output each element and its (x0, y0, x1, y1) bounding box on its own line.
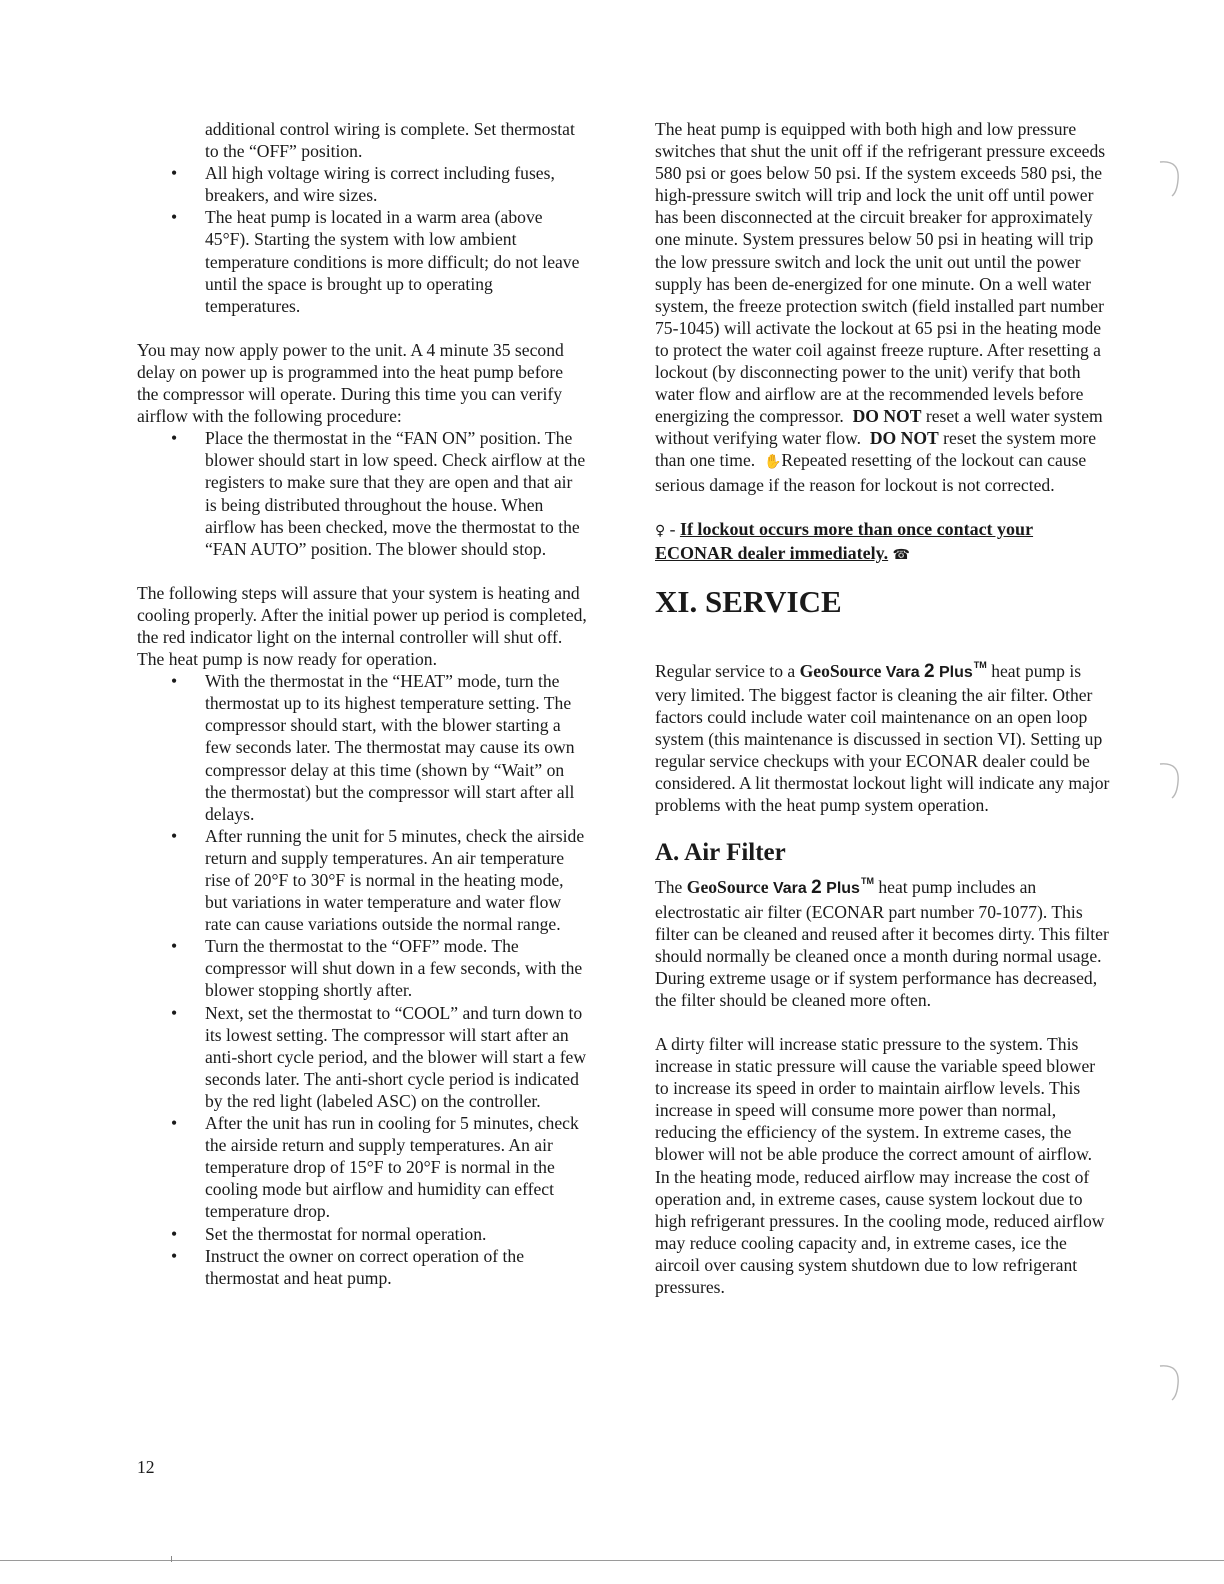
bullet: • (171, 207, 178, 228)
bullet: • (171, 1245, 178, 1266)
hand-icon: ✋ (763, 454, 782, 471)
bullet: • (171, 825, 178, 846)
list-item: • With the thermostat in the “HEAT” mode, turn the thermostat up to its highest temperature setting. The compressor should start, with the blower starting a few seconds later. The thermostat may cause its own compressor delay at this time (shown by “Wait” on the thermostat) but the compressor will start after all delays. (171, 671, 575, 824)
checklist (137, 162, 587, 317)
list-item: • Set the thermostat for normal operation. (171, 1223, 487, 1244)
phone-icon: ☎ (892, 546, 910, 563)
power-paragraph: You may now apply power to the unit. A 4 minute 35 second delay on power up is programmed into the heat pump before the compressor will operate. During this time you can verify airflow with the following procedure: (137, 339, 564, 427)
filter-paragraph: The GeoSource Vara 2 Plus™ heat pump includes an electrostatic air filter (ECONAR part number 70-1077). This filter can be cleaned and reused after it becomes dirty. This filter should normally be cleaned once a month during normal usage. During extreme usage or if system performance has decreased, the filter should be cleaned more often. (655, 876, 1109, 1010)
bullet: • (171, 671, 178, 692)
brand-plus: Plus (826, 880, 860, 898)
bullet: • (171, 428, 178, 449)
binder-hole-mark (1158, 1362, 1184, 1402)
brand-vara: Vara (885, 663, 920, 681)
list-item: • After running the unit for 5 minutes, check the airside return and supply temperatures. An air temperature rise of 20°F to 30°F is normal in the heating mode, but variations in water temperature and water flow rate can cause variations outside the normal range. (171, 825, 585, 935)
bullet: • (171, 1113, 178, 1134)
bullet: • (171, 1002, 178, 1023)
left-column (137, 118, 587, 1289)
right-column (655, 118, 1110, 1298)
airflow-steps (137, 427, 587, 560)
operation-steps (137, 670, 587, 1289)
bullet: • (171, 163, 178, 184)
brand-vara: Vara (772, 880, 807, 898)
list-item: • All high voltage wiring is correct including fuses, breakers, and wire sizes. (171, 163, 555, 206)
do-not-emphasis: DO NOT (869, 428, 939, 449)
pressure-paragraph: The heat pump is equipped with both high and low pressure switches that shut the unit off if the refrigerant pressure exceeds 580 psi or goes below 50 psi. If the system exceeds 580 psi, the high-pressure switch will trip and lock the unit off until power has been disconnected at the circuit breaker for approximately one minute. System pressures below 50 psi in heating will trip the low pressure switch and lock the unit out until the power supply has been de-energized for one minute. On a well water system, the freeze protection switch (field installed part number 75-1045) will activate the lockout at 65 psi in the heating mode to protect the water coil against freeze rupture. After resetting a lockout (by disconnecting power to the unit) verify that both water flow and airflow are at the recommended levels before energizing the compressor. DO NOT reset a well water system without verifying water flow. DO NOT reset the system more than one time. ✋Repeated resetting of the lockout can cause serious damage if the reason for lockout is not corrected. (655, 119, 1106, 495)
warning-text: If lockout occurs more than once contact your ECONAR dealer immediately. (655, 518, 1034, 563)
list-item: • Place the thermostat in the “FAN ON” position. The blower should start in low speed. Check airflow at the registers to make sure that they are open and that air is being distributed throughout the house. When airflow has been checked, move the thermostat to the “FAN AUTO” position. The blower should stop. (171, 428, 586, 559)
steps-paragraph: The following steps will assure that your system is heating and cooling properly. After the initial power up period is completed, the red indicator light on the internal controller will shut off. The heat pump is now ready for operation. (137, 582, 587, 670)
brand-geosource: GeoSource (799, 660, 882, 681)
binder-hole-mark (1158, 158, 1184, 198)
air-filter-heading: A. Air Filter (655, 839, 786, 867)
binder-hole-mark (1158, 760, 1184, 800)
person-warning-icon: ♀ (655, 522, 666, 539)
trademark: TM (860, 876, 874, 887)
scan-edge-line (0, 1560, 1224, 1561)
trademark: TM (973, 659, 987, 670)
brand-plus: Plus (939, 663, 973, 681)
brand-2: 2 (811, 877, 822, 899)
dirty-filter-paragraph: A dirty filter will increase static pressure to the system. This increase in static pressure will cause the variable speed blower to increase its speed in order to maintain airflow levels. This increase in speed will consume more power than normal, reducing the efficiency of the system. In extreme cases, the blower will not be able produce the correct amount of airflow. In the heating mode, reduced airflow may increase the cost of operation and, in extreme cases, cause system lockout due to high refrigerant pressures. In the cooling mode, reduced airflow may reduce cooling capacity and, in extreme cases, ice the aircoil over causing system shutdown due to low refrigerant pressures. (655, 1034, 1105, 1298)
list-item: • The heat pump is located in a warm area (above 45°F). Starting the system with low ambient temperature conditions is more difficult; do not leave until the space is brought up to operating temperatures. (171, 207, 580, 316)
bullet: • (171, 1223, 178, 1244)
list-item: • After the unit has run in cooling for 5 minutes, check the airside return and supply temperatures. An air temperature drop of 15°F to 20°F is normal in the cooling mode but airflow and humidity can effect temperature drop. (171, 1113, 579, 1222)
scan-edge-tick (171, 1556, 172, 1562)
bullet: • (171, 936, 178, 957)
list-item: • Instruct the owner on correct operation of the thermostat and heat pump. (171, 1245, 525, 1288)
do-not-emphasis: DO NOT (852, 406, 922, 427)
service-paragraph: Regular service to a GeoSource Vara 2 Plus™ heat pump is very limited. The biggest factor is cleaning the air filter. Other factors could include water coil maintenance on an open loop system (this maintenance is discussed in section VI). Setting up regular service checkups with your ECONAR dealer could be considered. A lit thermostat lockout light will indicate any major problems with the heat pump system operation. (655, 659, 1110, 816)
page-number: 12 (137, 1457, 155, 1477)
lockout-warning: ♀ - If lockout occurs more than once contact your ECONAR dealer immediately. ☎ (655, 518, 1034, 563)
list-item: • Next, set the thermostat to “COOL” and turn down to its lowest setting. The compressor will start after an anti-short cycle period, and the blower will start a few seconds later. The anti-short cycle period is indicated by the red light (labeled ASC) on the controller. (171, 1002, 587, 1111)
service-heading: XI. SERVICE (655, 583, 842, 619)
brand-2: 2 (924, 660, 935, 682)
intro-continuation: additional control wiring is complete. Set thermostat to the “OFF” position. (205, 119, 575, 162)
brand-geosource: GeoSource (686, 877, 769, 898)
list-item: • Turn the thermostat to the “OFF” mode. The compressor will shut down in a few seconds, with the blower stopping shortly after. (171, 936, 583, 1001)
